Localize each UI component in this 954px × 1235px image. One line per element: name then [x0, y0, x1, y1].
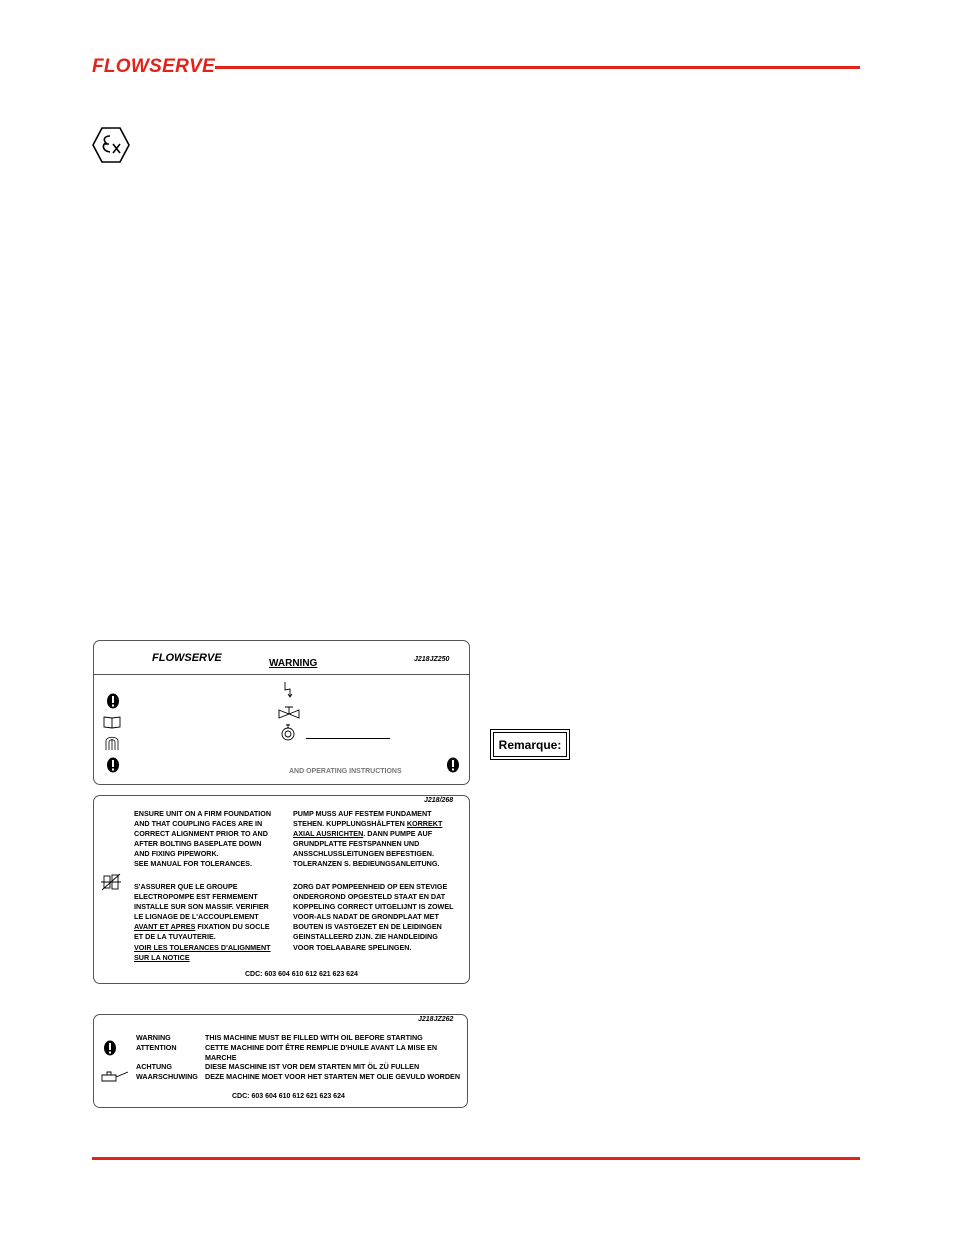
- electric-shock-icon: [282, 681, 294, 699]
- valve-icon: [277, 704, 301, 720]
- text-dutch: ZORG DAT POMPEENHEID OP EEN STEVIGE ONDERGROND OPGESTELD STAAT EN DAT KOPPELING CORRECT UITGELIJNT IS ZOWEL VOOR-ALS NADAT DE GRONDPLAAT MET BOUTEN IS VASTGEZET EN DE LEIDINGEN GEINSTALLEERD ZIJN. ZIE HANDLEIDING VOOR TOELAABARE SPELINGEN.: [293, 882, 454, 952]
- label-code: J218JZ262: [418, 1016, 454, 1023]
- exclamation-icon: [106, 757, 120, 773]
- header-rule: [215, 66, 860, 69]
- label-cdc: CDC: 603 604 610 612 621 623 624: [245, 971, 358, 978]
- remarque-box: [490, 729, 570, 760]
- text-french: S'ASSURER QUE LE GROUPE ELECTROPOMPE EST FERMEMENT INSTALLE SUR SON MASSIF. VERIFIER LE LIGNAGE DE L'ACCOUPLEMENT AVANT ET APRES FIXATION DU SOCLE ET DE LA TUYAUTERIE. VOIR LES TOLERANCES D'ALIGNMENT SUR LA NOTICE: [134, 882, 271, 962]
- exclamation-icon: [106, 693, 120, 709]
- label-title: WARNING: [269, 658, 318, 669]
- label-code: J218/268: [424, 797, 454, 804]
- message-column: THIS MACHINE MUST BE FILLED WITH OIL BEFORE STARTING CETTE MACHINE DOIT ÊTRE REMPLIE D'HUILE AVANT LA MISE EN MARCHE DIESE MASCHINE IST VOR DEM STARTEN MIT ÖL ZÜ FULLEN DEZE MACHINE MOET VOOR HET STARTEN MET OLIE GEVULD WORDEN: [205, 1033, 461, 1082]
- ex-atex-icon: [92, 127, 130, 163]
- label-code: J218JZ250: [414, 656, 450, 663]
- text-english: ENSURE UNIT ON A FIRM FOUNDATION AND THAT COUPLING FACES ARE IN CORRECT ALIGNMENT PRIOR TO AND AFTER BOLTING BASEPLATE DOWN AND FIXING PIPEWORK. SEE MANUAL FOR TOLERANCES.: [134, 809, 272, 869]
- alignment-icon: [100, 872, 122, 892]
- manual-book-icon: [103, 715, 121, 729]
- warning-label-j218jz250: [93, 640, 470, 785]
- exclamation-icon: [103, 1040, 117, 1056]
- flowserve-logo: FLOWSERVE: [92, 56, 216, 77]
- language-column: WARNING ATTENTION ACHTUNG WAARSCHUWING: [136, 1033, 198, 1082]
- alignment-label-j218-268: [93, 795, 470, 984]
- label-footer-text: AND OPERATING INSTRUCTIONS: [289, 768, 402, 775]
- rotation-icon: [280, 723, 296, 741]
- label-separator: [94, 674, 469, 675]
- oil-can-icon: [100, 1069, 130, 1083]
- label-cdc: CDC: 603 604 610 612 621 623 624: [232, 1093, 345, 1100]
- label-logo: FLOWSERVE: [152, 652, 222, 664]
- text-german: PUMP MUSS AUF FESTEM FUNDAMENT STEHEN. KUPPLUNGSHÄLFTEN KORREKT AXIAL AUSRICHTEN. DANN PUMPE AUF GRUNDPLATTE FESTSPANNEN UND ANSSCHLUSSLEITUNGEN BEFESTIGEN. TOLERANZEN S. BEDIEUNGSANLEITUNG.: [293, 809, 443, 869]
- remarque-label: Remarque:: [493, 732, 567, 757]
- blank-rule: [306, 738, 390, 739]
- exclamation-icon: [446, 757, 460, 773]
- guard-icon: [104, 735, 120, 751]
- footer-rule: [92, 1157, 860, 1160]
- oil-label-j218jz262: [93, 1014, 468, 1108]
